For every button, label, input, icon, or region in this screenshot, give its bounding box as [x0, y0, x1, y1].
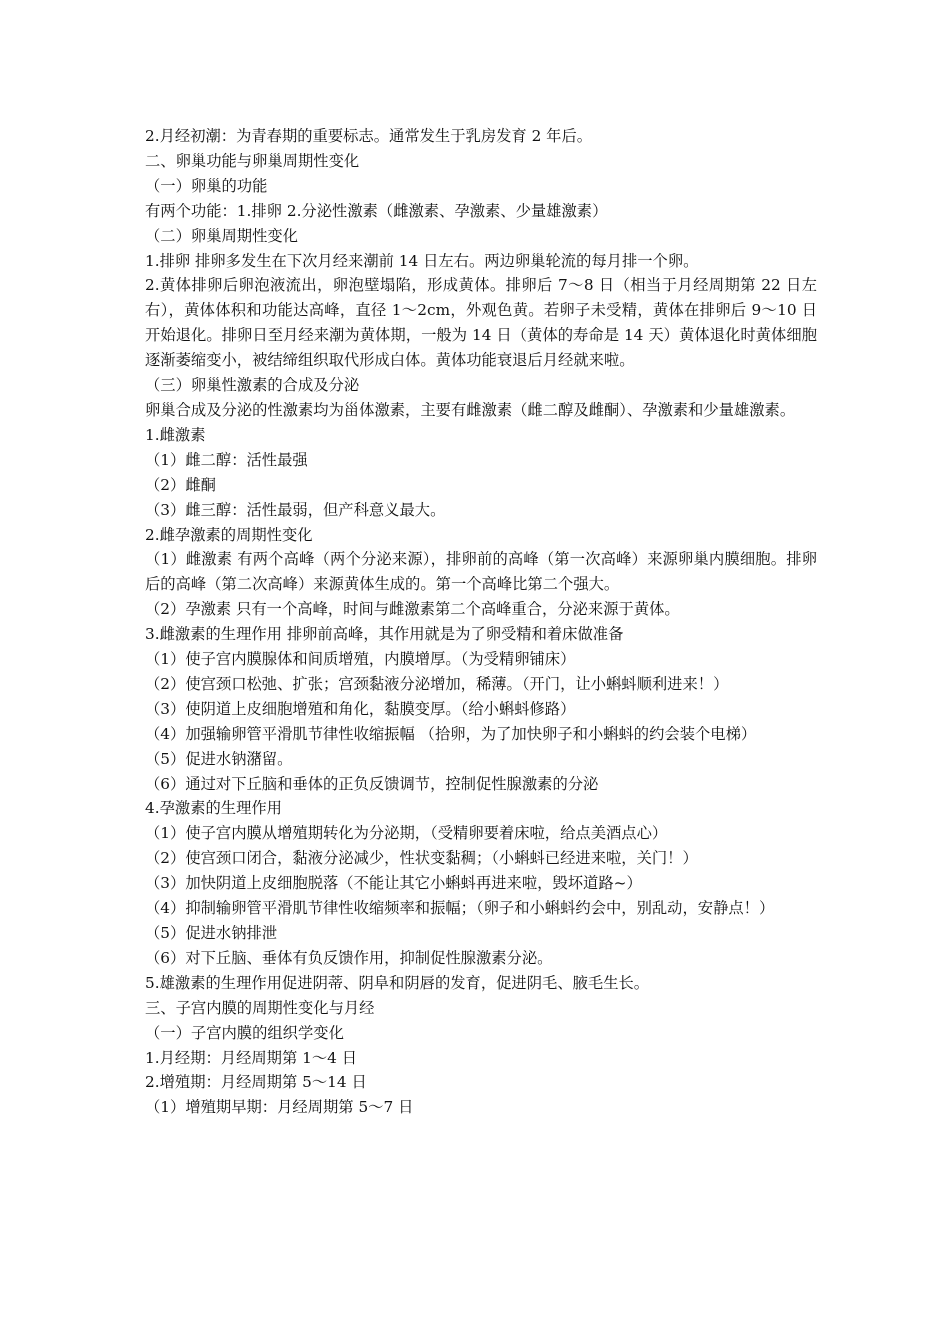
- list-item-estrogen-effect-1: （1）使子宫内膜腺体和间质增殖，内膜增厚。（为受精卵铺床）: [145, 650, 576, 669]
- list-item-progesterone-effect-2: （2）使宫颈口闭合，黏液分泌减少，性状变黏稠；（小蝌蚪已经进来啦，关门！）: [145, 849, 698, 868]
- list-item-estrogen-effect-6: （6）通过对下丘脑和垂体的正负反馈调节，控制促性腺激素的分泌: [145, 774, 599, 793]
- list-item-estriol: （3）雌三醇：活性最弱，但产科意义最大。: [145, 500, 446, 519]
- heading-endometrium-cycle: 三、子宫内膜的周期性变化与月经: [145, 998, 375, 1017]
- list-item-progesterone-effect-4: （4）抑制输卵管平滑肌节律性收缩频率和振幅；（卵子和小蝌蚪约会中，别乱动，安静点！）: [145, 899, 775, 918]
- list-item-estrone: （2）雌酮: [145, 475, 216, 494]
- list-item-estradiol: （1）雌二醇：活性最强: [145, 450, 308, 469]
- list-item-early-proliferative: （1）增殖期早期：月经周期第 5～7 日: [145, 1098, 414, 1117]
- list-item-progesterone-effect-1: （1）使子宫内膜从增殖期转化为分泌期，（受精卵要着床啦，给点美酒点心）: [145, 824, 668, 843]
- paragraph-steroid-hormones: 卵巢合成及分泌的性激素均为甾体激素，主要有雌激素（雌二醇及雌酮）、孕激素和少量雄激素。: [145, 400, 796, 419]
- heading-ovary-function-cycle: 二、卵巢功能与卵巢周期性变化: [145, 151, 360, 170]
- paragraph-corpus-luteum: 2.黄体排卵后卵泡液流出，卵泡壁塌陷，形成黄体。排卵后 7～8 日（相当于月经周期第 22 日左右），黄体体积和功能达高峰，直径 1～2cm，外观色黄。若卵子未受精，黄体在排卵后 9～10 日开始退化。排卵日至月经来潮为黄体期，一般为 14 日（黄体的寿命是 14 天）黄体退化时黄体细胞逐渐萎缩变小，被结缔组织取代形成白体。黄体功能衰退后月经就来啦。: [145, 276, 817, 370]
- list-item-estrogen-effect-5: （5）促进水钠潴留。: [145, 749, 293, 768]
- list-item-progesterone-effect-3: （3）加快阴道上皮细胞脱落（不能让其它小蝌蚪再进来啦，毁坏道路~）: [145, 874, 642, 893]
- text-line-menstrual-phase: 1.月经期：月经周期第 1～4 日: [145, 1048, 358, 1067]
- subheading-sex-hormones: （三）卵巢性激素的合成及分泌: [145, 376, 360, 395]
- subheading-ovary-cycle: （二）卵巢周期性变化: [145, 226, 298, 245]
- text-line-estrogen-effects: 3.雌激素的生理作用 排卵前高峰，其作用就是为了卵受精和着床做准备: [145, 625, 624, 644]
- text-line-proliferative-phase: 2.增殖期：月经周期第 5～14 日: [145, 1073, 367, 1092]
- subheading-endometrium-histology: （一）子宫内膜的组织学变化: [145, 1023, 344, 1042]
- document-page: [145, 124, 817, 1120]
- list-item-progesterone-peak: （2）孕激素 只有一个高峰，时间与雌激素第二个高峰重合，分泌来源于黄体。: [145, 600, 680, 619]
- text-line-menarche: 2.月经初潮：为青春期的重要标志。通常发生于乳房发育 2 年后。: [145, 127, 593, 145]
- text-line-hormone-cycle: 2.雌孕激素的周期性变化: [145, 525, 313, 544]
- subheading-ovary-function: （一）卵巢的功能: [145, 176, 268, 195]
- text-line-progesterone-effects: 4.孕激素的生理作用: [145, 799, 282, 818]
- text-line-estrogen: 1.雌激素: [145, 425, 206, 444]
- list-item-estrogen-effect-4: （4）加强输卵管平滑肌节律性收缩振幅 （拾卵，为了加快卵子和小蝌蚪的约会装个电梯）: [145, 724, 757, 743]
- list-item-progesterone-effect-5: （5）促进水钠排泄: [145, 924, 278, 942]
- list-item-estrogen-peaks: （1）雌激素 有两个高峰（两个分泌来源），排卵前的高峰（第一次高峰）来源卵巢内膜细胞。排卵后的高峰（第二次高峰）来源黄体生成的。第一个高峰比第二个强大。: [145, 550, 817, 594]
- list-item-estrogen-effect-3: （3）使阴道上皮细胞增殖和角化，黏膜变厚。（给小蝌蚪修路）: [145, 699, 576, 718]
- text-line-ovulation: 1.排卵 排卵多发生在下次月经来潮前 14 日左右。两边卵巢轮流的每月排一个卵。: [145, 251, 699, 270]
- list-item-estrogen-effect-2: （2）使宫颈口松弛、扩张；宫颈黏液分泌增加，稀薄。（开门，让小蝌蚪顺利进来！）: [145, 674, 729, 693]
- list-item-progesterone-effect-6: （6）对下丘脑、垂体有负反馈作用，抑制促性腺激素分泌。: [145, 948, 553, 967]
- text-line-androgen-effects: 5.雄激素的生理作用促进阴蒂、阴阜和阴唇的发育，促进阴毛、腋毛生长。: [145, 973, 650, 992]
- text-line-two-functions: 有两个功能：1.排卵 2.分泌性激素（雌激素、孕激素、少量雄激素）: [145, 201, 608, 220]
